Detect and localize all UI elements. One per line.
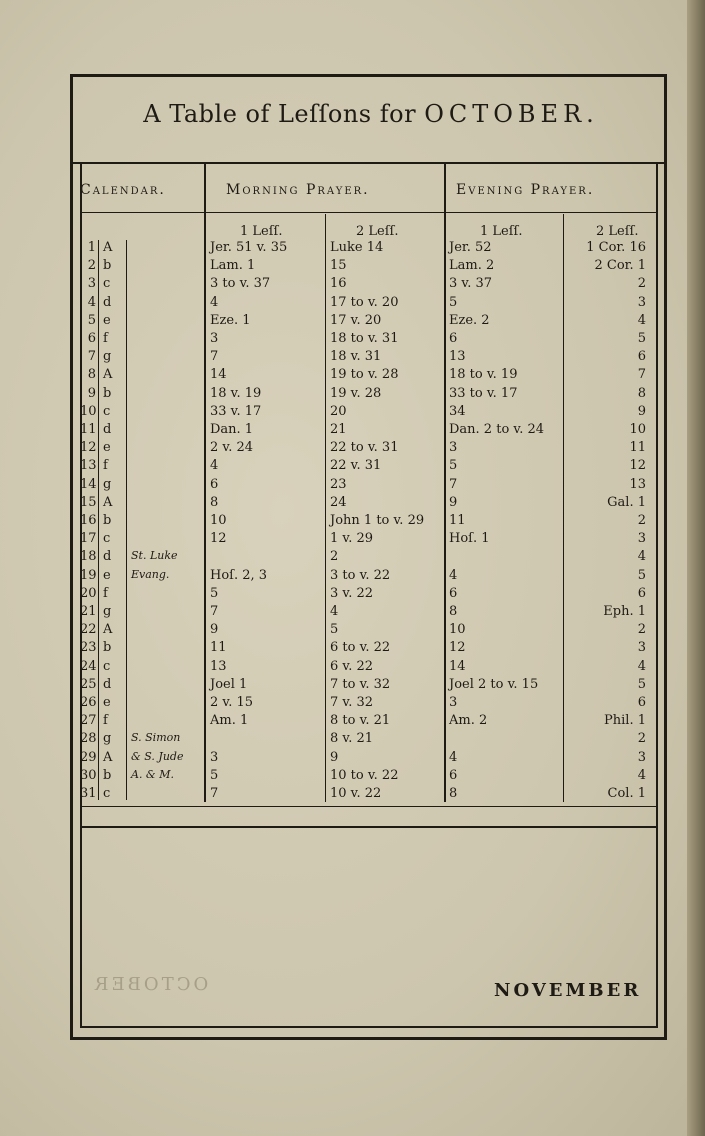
day-number: 13 [80, 458, 97, 474]
evening-first-lesson: 4 [449, 567, 458, 583]
dominical-letter: e [103, 440, 111, 456]
dominical-letter: b [103, 767, 112, 783]
day-number: 4 [87, 294, 96, 310]
table-row [0, 477, 705, 495]
evening-first-lesson: 6 [449, 331, 458, 346]
morning-second-lesson: 6 to v. 22 [330, 640, 391, 656]
table-row [0, 604, 705, 622]
morning-first-lesson: 6 [210, 476, 219, 492]
day-number: 7 [87, 349, 96, 365]
morning-first-lesson: 13 [210, 658, 227, 674]
dominical-letter: g [103, 604, 112, 619]
day-number: 31 [80, 786, 97, 801]
dominical-letter: A [103, 622, 113, 638]
dominical-letter: f [103, 585, 108, 601]
morning-first-lesson: 3 to v. 37 [210, 276, 271, 292]
dominical-letter: g [103, 731, 112, 747]
morning-second-lesson: 19 v. 28 [330, 385, 382, 401]
evening-second-lesson: 10 [629, 422, 646, 437]
table-row [0, 531, 705, 549]
evening-first-lesson: 13 [449, 349, 466, 365]
day-number: 9 [87, 385, 96, 401]
morning-first-lesson: Hoſ. 2, 3 [210, 567, 268, 583]
subheader-evening-first-lesson: 1 Leſſ. [480, 224, 523, 239]
evening-first-lesson: 12 [449, 640, 466, 656]
table-row [0, 586, 705, 604]
table-row [0, 422, 705, 440]
morning-second-lesson: 18 v. 31 [330, 349, 382, 365]
dominical-letter: b [103, 258, 112, 274]
evening-first-lesson: 18 to v. 19 [449, 367, 518, 383]
table-row [0, 622, 705, 640]
feast-name: St. Luke [131, 549, 178, 563]
day-number: 22 [80, 622, 97, 638]
morning-second-lesson: 4 [330, 604, 339, 619]
morning-first-lesson: 4 [210, 294, 219, 310]
evening-second-lesson: 6 [637, 349, 646, 365]
day-number: 5 [87, 312, 96, 328]
morning-first-lesson: Joel 1 [210, 676, 248, 692]
evening-second-lesson: 5 [637, 331, 646, 346]
evening-first-lesson: 8 [449, 604, 458, 619]
table-row [0, 331, 705, 349]
evening-first-lesson: 11 [449, 513, 466, 528]
table-row [0, 440, 705, 458]
morning-second-lesson: 7 to v. 32 [330, 676, 391, 692]
morning-second-lesson: 2 [330, 549, 339, 565]
morning-first-lesson: 9 [210, 622, 219, 638]
feast-name: Evang. [131, 567, 170, 581]
morning-second-lesson: 10 v. 22 [330, 786, 382, 801]
morning-first-lesson: 11 [210, 640, 227, 656]
morning-first-lesson: Am. 1 [210, 713, 249, 729]
subheader-morning-second-lesson: 2 Leſſ. [356, 224, 399, 239]
evening-first-lesson: 14 [449, 658, 466, 674]
morning-second-lesson: 17 v. 20 [330, 312, 382, 328]
table-row [0, 386, 705, 404]
day-number: 10 [80, 403, 97, 419]
dominical-letter: d [103, 676, 112, 692]
dominical-letter: A [103, 240, 113, 255]
dominical-letter: A [103, 367, 113, 383]
evening-second-lesson: Gal. 1 [607, 494, 646, 510]
morning-second-lesson: 22 to v. 31 [330, 440, 399, 456]
day-number: 25 [80, 676, 97, 692]
evening-second-lesson: 12 [629, 458, 646, 474]
day-number: 30 [80, 767, 97, 783]
day-number: 28 [80, 731, 97, 747]
morning-second-lesson: 8 v. 21 [330, 731, 374, 747]
day-number: 1 [87, 240, 96, 255]
evening-second-lesson: 6 [637, 585, 646, 601]
morning-first-lesson: 2 v. 15 [210, 695, 254, 710]
dominical-letter: d [103, 549, 112, 565]
evening-first-lesson: Eze. 2 [449, 312, 490, 328]
evening-second-lesson: 4 [637, 312, 646, 328]
table-row [0, 786, 705, 804]
table-row [0, 768, 705, 786]
evening-second-lesson: 8 [637, 385, 646, 401]
dominical-letter: c [103, 403, 111, 419]
dominical-letter: g [103, 476, 112, 492]
subheader-evening-second-lesson: 2 Leſſ. [596, 224, 639, 239]
morning-first-lesson: 33 v. 17 [210, 403, 262, 419]
evening-first-lesson: 33 to v. 17 [449, 385, 518, 401]
morning-second-lesson: Luke 14 [330, 240, 384, 255]
day-number: 16 [80, 513, 97, 528]
evening-second-lesson: 5 [637, 676, 646, 692]
evening-first-lesson: 9 [449, 494, 458, 510]
morning-first-lesson: 5 [210, 585, 219, 601]
table-row [0, 568, 705, 586]
evening-first-lesson: 5 [449, 294, 458, 310]
morning-first-lesson: 7 [210, 604, 219, 619]
morning-second-lesson: 24 [330, 494, 347, 510]
evening-first-lesson: 3 [449, 440, 458, 456]
morning-second-lesson: 3 v. 22 [330, 585, 374, 601]
evening-first-lesson: Am. 2 [449, 713, 488, 729]
subheader-morning-first-lesson: 1 Leſſ. [240, 224, 283, 239]
day-number: 6 [87, 331, 96, 346]
evening-first-lesson: Dan. 2 to v. 24 [449, 422, 545, 437]
morning-second-lesson: 17 to v. 20 [330, 294, 399, 310]
morning-first-lesson: 7 [210, 786, 219, 801]
day-number: 26 [80, 695, 97, 710]
day-number: 3 [87, 276, 96, 292]
day-number: 2 [87, 258, 96, 274]
morning-first-lesson: Eze. 1 [210, 312, 251, 328]
evening-first-lesson: 6 [449, 585, 458, 601]
morning-first-lesson: 7 [210, 349, 219, 365]
title-month: OCTOBER. [424, 100, 599, 128]
page-title [76, 100, 666, 128]
title-prefix: A Table of Leſſons for [143, 100, 417, 128]
table-row [0, 458, 705, 476]
morning-first-lesson: 4 [210, 458, 219, 474]
morning-second-lesson: 3 to v. 22 [330, 567, 391, 583]
evening-first-lesson: Jer. 52 [449, 240, 492, 255]
morning-second-lesson: 15 [330, 258, 347, 274]
morning-first-lesson: Jer. 51 v. 35 [210, 240, 288, 255]
morning-second-lesson: 9 [330, 749, 339, 765]
evening-first-lesson: 5 [449, 458, 458, 474]
day-number: 11 [80, 422, 97, 437]
feast-name: S. Simon [131, 731, 181, 745]
morning-first-lesson: 5 [210, 767, 219, 783]
morning-second-lesson: 6 v. 22 [330, 658, 374, 674]
evening-first-lesson: Hoſ. 1 [449, 531, 490, 547]
evening-second-lesson: 3 [637, 749, 646, 765]
header-evening-prayer: Evening Prayer. [456, 182, 595, 198]
dominical-letter: c [103, 786, 111, 801]
day-number: 19 [80, 567, 97, 583]
dominical-letter: c [103, 276, 111, 292]
feast-name: A. & M. [131, 767, 174, 781]
table-row [0, 258, 705, 276]
table-row [0, 349, 705, 367]
dominical-letter: c [103, 531, 111, 547]
footer-rule [82, 1026, 656, 1028]
morning-second-lesson: 21 [330, 422, 347, 437]
evening-second-lesson: 1 Cor. 16 [586, 240, 646, 255]
morning-first-lesson: Dan. 1 [210, 422, 254, 437]
morning-second-lesson: 7 v. 32 [330, 695, 374, 710]
evening-first-lesson: 34 [449, 403, 466, 419]
dominical-letter: b [103, 640, 112, 656]
evening-first-lesson: 4 [449, 749, 458, 765]
dominical-letter: g [103, 349, 112, 365]
morning-second-lesson: 22 v. 31 [330, 458, 382, 474]
dominical-letter: f [103, 713, 108, 729]
morning-first-lesson: 3 [210, 331, 219, 346]
day-number: 12 [80, 440, 97, 456]
dominical-letter: f [103, 458, 108, 474]
table-bottom-rule [82, 806, 656, 807]
evening-first-lesson: 6 [449, 767, 458, 783]
dominical-letter: d [103, 294, 112, 310]
dominical-letter: A [103, 494, 113, 510]
table-row [0, 276, 705, 294]
evening-first-lesson: 3 v. 37 [449, 276, 493, 292]
morning-second-lesson: John 1 to v. 29 [330, 513, 425, 528]
morning-second-lesson: 5 [330, 622, 339, 638]
morning-second-lesson: 1 v. 29 [330, 531, 374, 547]
evening-second-lesson: 4 [637, 658, 646, 674]
dominical-letter: c [103, 658, 111, 674]
table-row [0, 659, 705, 677]
evening-first-lesson: 3 [449, 695, 458, 710]
evening-second-lesson: 11 [629, 440, 646, 456]
table-row [0, 240, 705, 258]
evening-second-lesson: 9 [637, 403, 646, 419]
morning-second-lesson: 23 [330, 476, 347, 492]
evening-second-lesson: 5 [637, 567, 646, 583]
table-row [0, 295, 705, 313]
morning-first-lesson: 10 [210, 513, 227, 528]
day-number: 20 [80, 585, 97, 601]
header-bottom-rule [82, 212, 656, 213]
evening-second-lesson: 2 [637, 731, 646, 747]
header-calendar: Calendar. [80, 182, 166, 198]
morning-second-lesson: 10 to v. 22 [330, 767, 399, 783]
dominical-letter: b [103, 385, 112, 401]
morning-second-lesson: 16 [330, 276, 347, 292]
evening-second-lesson: 6 [637, 695, 646, 710]
title-bottom-rule [73, 162, 664, 164]
morning-second-lesson: 20 [330, 403, 347, 419]
day-number: 14 [80, 476, 97, 492]
dominical-letter: f [103, 331, 108, 346]
dominical-letter: b [103, 513, 112, 528]
day-number: 23 [80, 640, 97, 656]
lower-rule [82, 826, 656, 828]
evening-second-lesson: 4 [637, 767, 646, 783]
table-row [0, 640, 705, 658]
evening-second-lesson: 3 [637, 531, 646, 547]
table-row [0, 549, 705, 567]
table-row [0, 367, 705, 385]
morning-first-lesson: 8 [210, 494, 219, 510]
table-row [0, 404, 705, 422]
dominical-letter: e [103, 567, 111, 583]
evening-second-lesson: Col. 1 [607, 786, 646, 801]
evening-second-lesson: 3 [637, 640, 646, 656]
morning-second-lesson: 18 to v. 31 [330, 331, 399, 346]
day-number: 18 [80, 549, 97, 565]
evening-second-lesson: 4 [637, 549, 646, 565]
morning-second-lesson: 19 to v. 28 [330, 367, 399, 383]
evening-second-lesson: 2 [637, 276, 646, 292]
table-row [0, 495, 705, 513]
catchword-next-month: NOVEMBER [494, 980, 642, 1001]
table-row [0, 731, 705, 749]
evening-second-lesson: 7 [637, 367, 646, 383]
table-row [0, 677, 705, 695]
day-number: 8 [87, 367, 96, 383]
day-number: 17 [80, 531, 97, 547]
morning-second-lesson: 8 to v. 21 [330, 713, 391, 729]
evening-first-lesson: Lam. 2 [449, 258, 495, 274]
morning-first-lesson: 2 v. 24 [210, 440, 254, 456]
morning-first-lesson: Lam. 1 [210, 258, 256, 274]
table-row [0, 513, 705, 531]
dominical-letter: A [103, 749, 113, 765]
morning-first-lesson: 14 [210, 367, 227, 383]
evening-first-lesson: 8 [449, 786, 458, 801]
morning-first-lesson: 3 [210, 749, 219, 765]
dominical-letter: d [103, 422, 112, 437]
day-number: 15 [80, 494, 97, 510]
feast-name: & S. Jude [131, 749, 184, 763]
evening-second-lesson: 2 [637, 622, 646, 638]
day-number: 24 [80, 658, 97, 674]
dominical-letter: e [103, 695, 111, 710]
dominical-letter: e [103, 312, 111, 328]
evening-second-lesson: Phil. 1 [604, 713, 646, 729]
evening-second-lesson: Eph. 1 [603, 604, 646, 619]
header-morning-prayer: Morning Prayer. [226, 182, 370, 198]
evening-second-lesson: 13 [629, 476, 646, 492]
table-row [0, 713, 705, 731]
morning-first-lesson: 18 v. 19 [210, 385, 262, 401]
evening-first-lesson: 7 [449, 476, 458, 492]
day-number: 29 [80, 749, 97, 765]
evening-second-lesson: 3 [637, 294, 646, 310]
evening-second-lesson: 2 Cor. 1 [594, 258, 646, 274]
table-row [0, 695, 705, 713]
day-number: 27 [80, 713, 97, 729]
evening-first-lesson: 10 [449, 622, 466, 638]
evening-second-lesson: 2 [637, 513, 646, 528]
show-through-text: OCTOBER [92, 974, 209, 995]
morning-first-lesson: 12 [210, 531, 227, 547]
table-row [0, 750, 705, 768]
day-number: 21 [80, 604, 97, 619]
table-row [0, 313, 705, 331]
evening-first-lesson: Joel 2 to v. 15 [449, 676, 539, 692]
